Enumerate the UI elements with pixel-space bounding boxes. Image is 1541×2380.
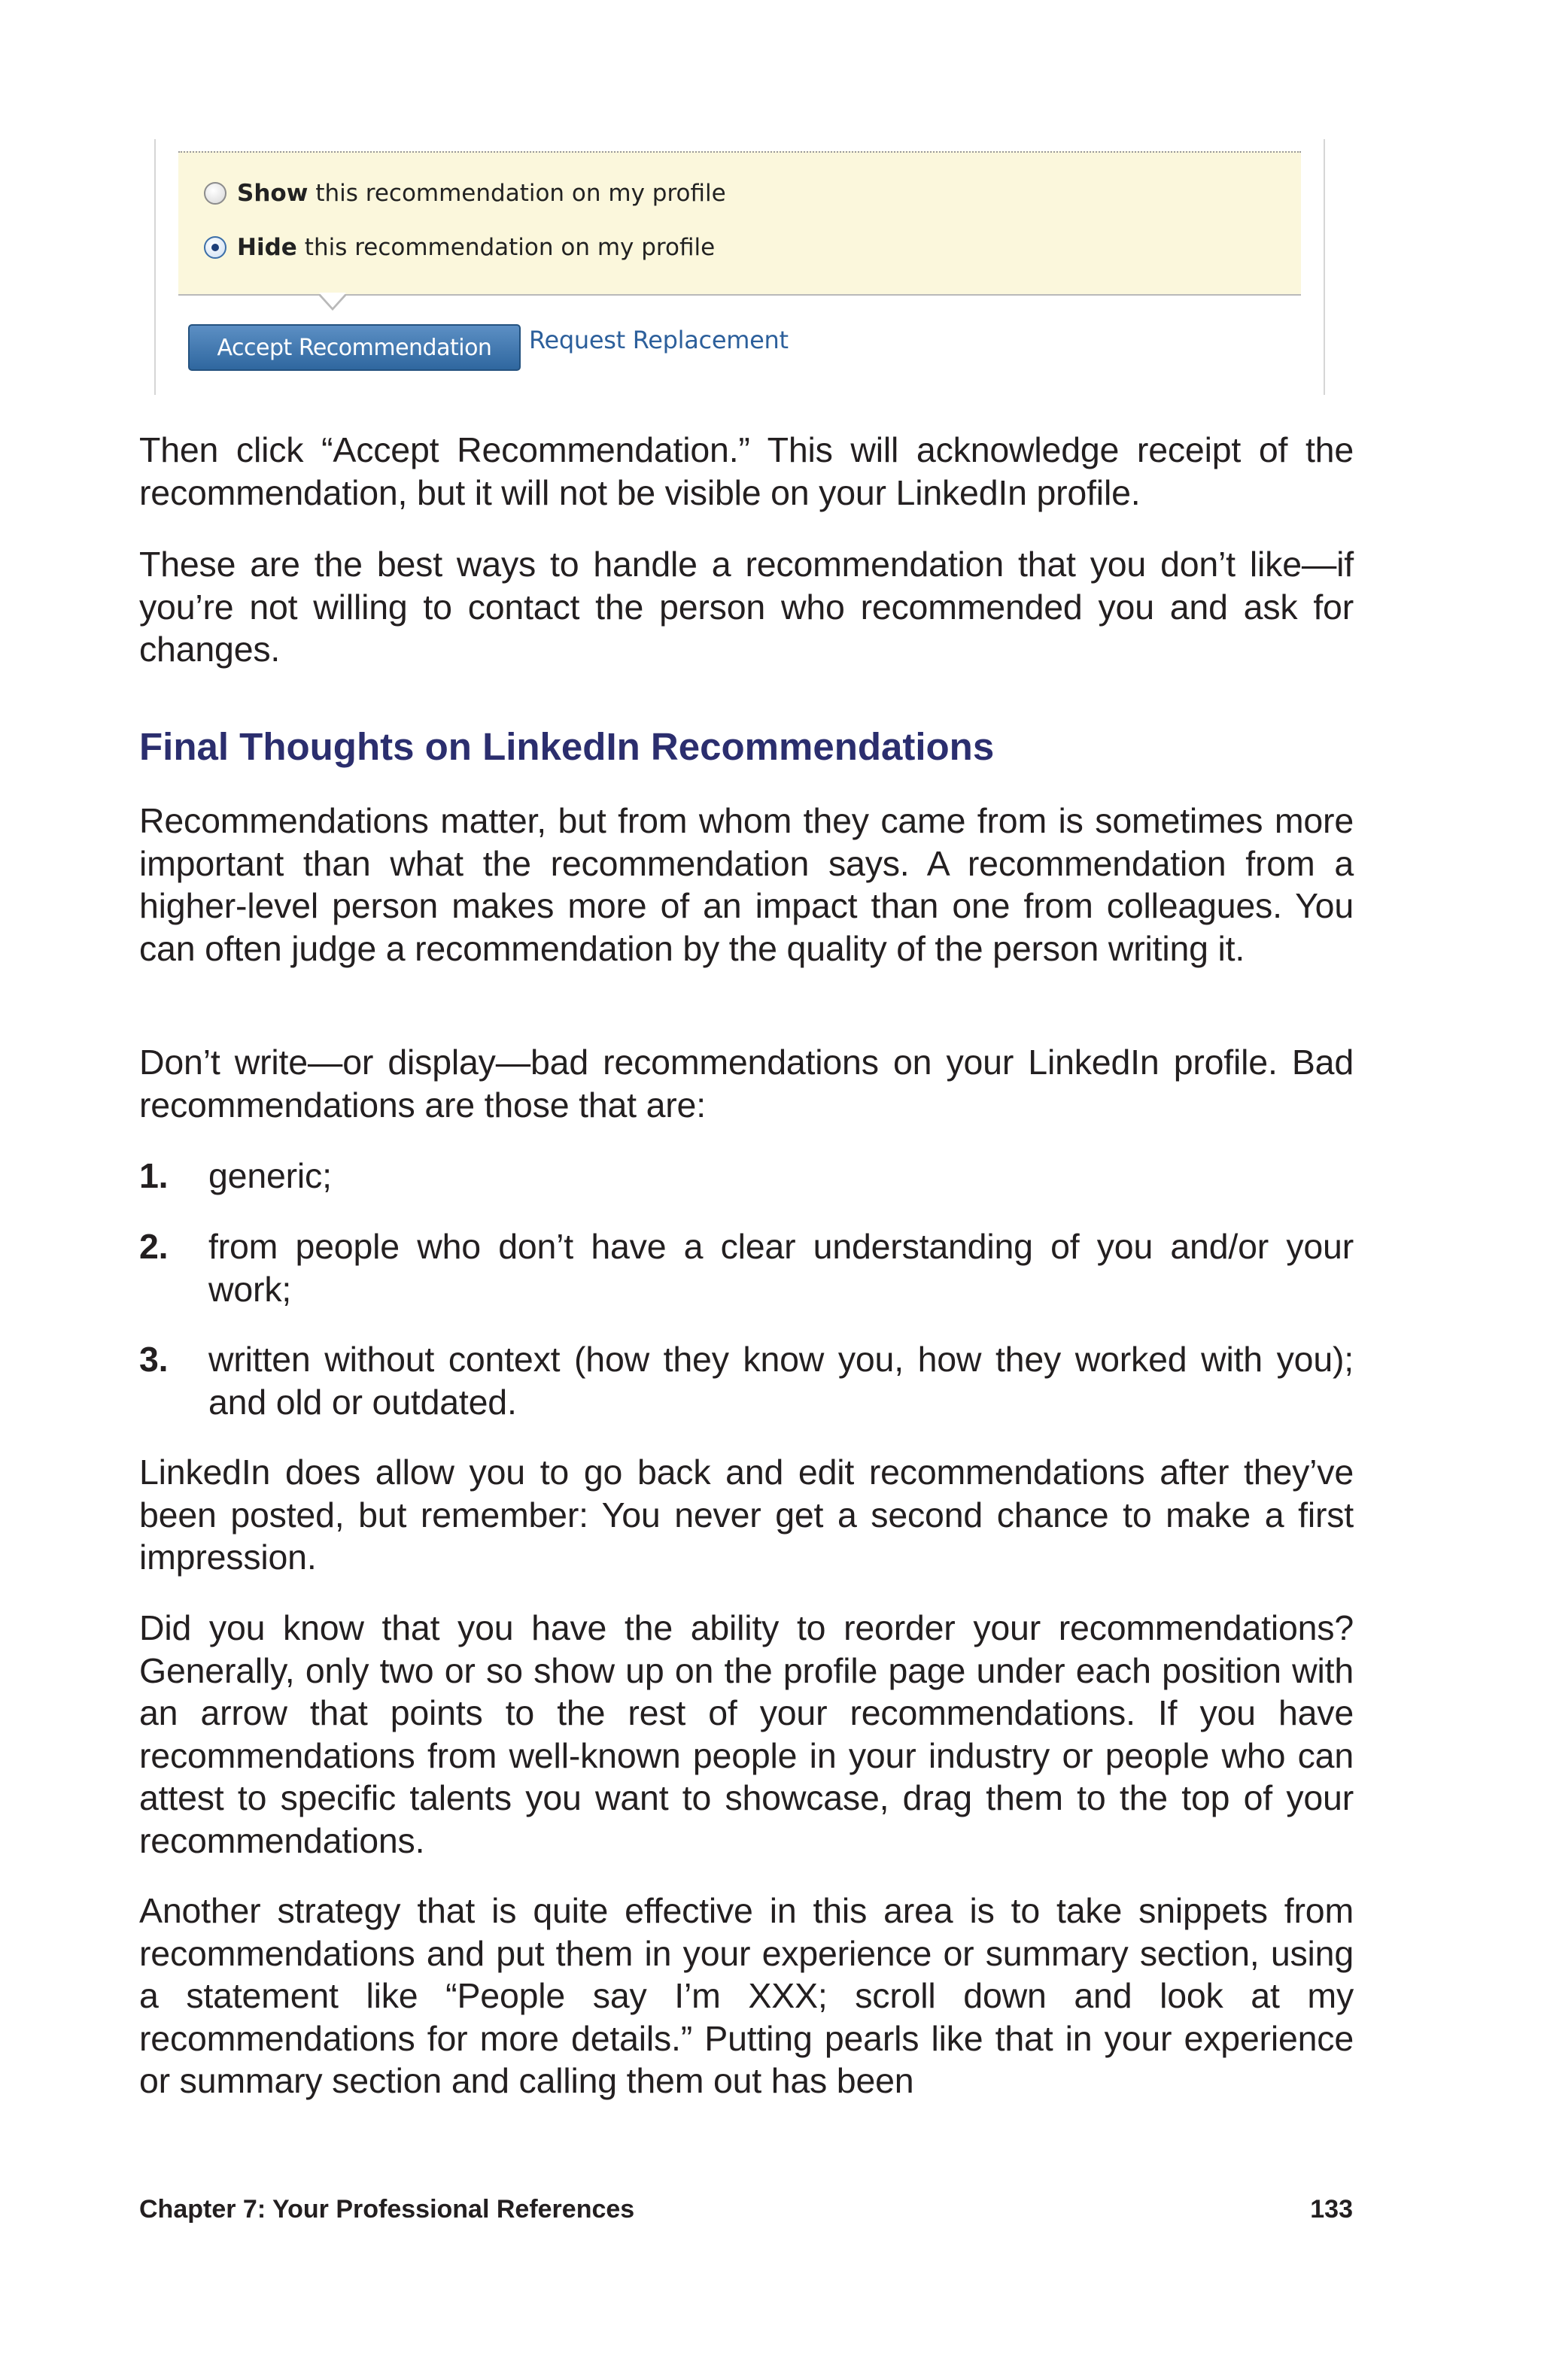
list-item [139,1225,1354,1310]
hide-option-bold: Hide [237,234,297,261]
paragraph-edit-recommendations: LinkedIn does allow you to go back and edit recommendations after they’ve been posted, but remember: You never get a second chance to make a first impression. [139,1453,1354,1577]
paragraph-dont-write: Don’t write—or display—bad recommendations on your LinkedIn profile. Bad recommendations are those that are: [139,1043,1354,1125]
hide-option-text: this recommendation on my profile [304,234,716,261]
callout-pointer [318,294,348,311]
section-heading: Final Thoughts on LinkedIn Recommendations [139,725,995,768]
request-replacement-link[interactable]: Request Replacement [529,326,789,354]
paragraph-accept: Then click “Accept Recommendation.” This will acknowledge receipt of the recommendation, but it will not be visible on your LinkedIn profile. [139,430,1354,512]
visibility-options-panel [178,151,1301,296]
hide-option[interactable] [204,232,715,263]
recommendation-screenshot [154,139,1325,395]
show-option[interactable] [204,178,726,208]
list-item [139,1338,1354,1423]
list-number: 3. [139,1340,169,1379]
paragraph-recommendations-matter: Recommendations matter, but from whom they came from is sometimes more important than what the recommendation says. A recommendation from a higher-level person makes more of an impact than one from colleagues. You can often judge a recommendation by the quality of the person writing it. [139,801,1354,968]
paragraph-snippets: Another strategy that is quite effective in this area is to take snippets from recommendations and put them in your experience or summary section, using a statement like “People say I’m XXX; scroll down and look at my recommendations for more details.” Putting pearls like that in your experience or summary section and calling them out has been [139,1891,1354,2100]
show-option-bold: Show [237,180,309,207]
list-text: from people who don’t have a clear understanding of you and/or your work; [208,1227,1354,1309]
chapter-footer: Chapter 7: Your Professional References [139,2195,635,2224]
hide-radio-icon[interactable] [204,236,226,259]
show-radio-icon[interactable] [204,182,226,205]
page-number: 133 [1310,2195,1353,2224]
list-text: generic; [208,1156,332,1195]
accept-recommendation-button[interactable]: Accept Recommendation [188,324,521,371]
list-text: written without context (how they know you, how they worked with you); and old or outdated. [208,1340,1354,1422]
paragraph-best-ways: These are the best ways to handle a recommendation that you don’t like—if you’re not willing to contact the person who recommended you and ask for changes. [139,545,1354,669]
list-item [139,1155,1354,1198]
list-number: 1. [139,1156,169,1195]
paragraph-reorder: Did you know that you have the ability to reorder your recommendations? Generally, only two or so show up on the profile page under each position with an arrow that points to the rest of your recommendations. If you have recommendations from well-known people in your industry or people who can attest to specific talents you want to showcase, drag them to the top of your recommendations. [139,1608,1354,1860]
show-option-text: this recommendation on my profile [315,180,726,207]
list-number: 2. [139,1227,169,1266]
